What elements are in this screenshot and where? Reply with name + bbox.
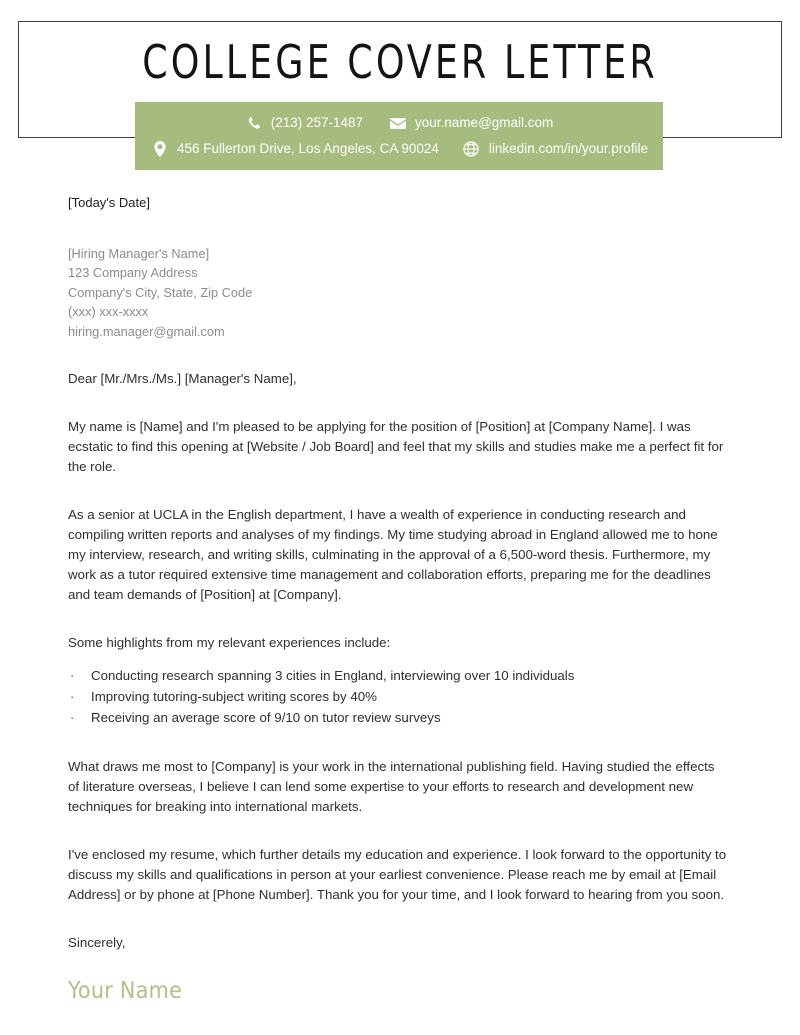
list-item: [68, 687, 728, 708]
letter-date: [Today's Date]: [68, 195, 150, 210]
recipient-line: 123 Company Address: [68, 265, 198, 281]
contact-phone[interactable]: [245, 115, 363, 132]
list-item-label: Receiving an average score of 9/10 on tutor review surveys: [91, 710, 441, 726]
letter-paragraph-2: As a senior at UCLA in the English department, I have a wealth of experience in conducting research and compiling written reports and analyses of my findings. My time studying abroad in England allowed me to hone my interview, research, and writing skills, culminating in the approval of a 6,500-word thesis. Furthermore, my work as a tutor required extensive time management and collaboration efforts, preparing me for the deadlines and team demands of [Position] at [Company].: [68, 507, 718, 603]
page-title: COLLEGE COVER LETTER: [142, 35, 658, 89]
recipient-line: (xxx) xxx-xxxx: [68, 304, 149, 320]
phone-icon: [245, 115, 262, 132]
bullet-marker-icon: ·: [70, 710, 75, 726]
contact-address-text: 456 Fullerton Drive, Los Angeles, CA 90024: [177, 141, 439, 157]
contact-email[interactable]: [389, 115, 553, 132]
contact-phone-text: (213) 257-1487: [270, 115, 364, 131]
contact-band: [135, 102, 663, 170]
signature-name: Your Name: [68, 977, 183, 1004]
location-pin-icon: [151, 141, 168, 158]
contact-address: [151, 141, 439, 158]
letter-paragraph-1: My name is [Name] and I'm pleased to be applying for the position of [Position] at [Company Name]. I was ecstatic to find this opening at [Website / Job Board] and feel that my skills and studies make me a perfect fit for the role.: [68, 419, 724, 475]
contact-linkedin-text: linkedin.com/in/your.profile: [488, 141, 649, 157]
bullet-marker-icon: ·: [70, 689, 75, 705]
bullet-marker-icon: ·: [70, 668, 75, 684]
recipient-line: hiring.manager@gmail.com: [68, 323, 225, 339]
highlights-intro: Some highlights from my relevant experiences include:: [68, 635, 391, 651]
letter-paragraph-4: I've enclosed my resume, which further details my education and experience. I look forward to the opportunity to discuss my skills and qualifications in person at your earliest convenience. Please reach me by email at [Email Address] or by phone at [Phone Number]. Thank you for your time, and I look forward to hearing from you soon.: [68, 846, 727, 902]
letter-paragraph-3: What draws me most to [Company] is your work in the international publishing field. Having studied the effects of literature overseas, I believe I can lend some expertise to your efforts to research and development new techniques for breaking into international markets.: [68, 758, 715, 814]
envelope-icon: [389, 115, 406, 132]
recipient-line: Company's City, State, Zip Code: [68, 284, 253, 300]
letter-greeting: Dear [Mr./Mrs./Ms.] [Manager's Name],: [68, 371, 297, 387]
list-item-label: Improving tutoring-subject writing scores by 40%: [91, 689, 378, 705]
highlights-list: [68, 666, 728, 729]
list-item: [68, 666, 728, 687]
contact-row-primary: [149, 110, 649, 136]
contact-row-secondary: [149, 136, 649, 162]
globe-icon: [463, 141, 480, 158]
contact-linkedin[interactable]: [463, 141, 648, 158]
list-item-label: Conducting research spanning 3 cities in England, interviewing over 10 individuals: [91, 668, 575, 684]
letter-body: [68, 193, 728, 1005]
recipient-line: [Hiring Manager's Name]: [68, 246, 210, 261]
letter-closing: Sincerely,: [68, 934, 126, 950]
list-item: [68, 708, 728, 729]
recipient-address-block: [68, 244, 728, 341]
contact-email-text: your.name@gmail.com: [415, 115, 554, 131]
